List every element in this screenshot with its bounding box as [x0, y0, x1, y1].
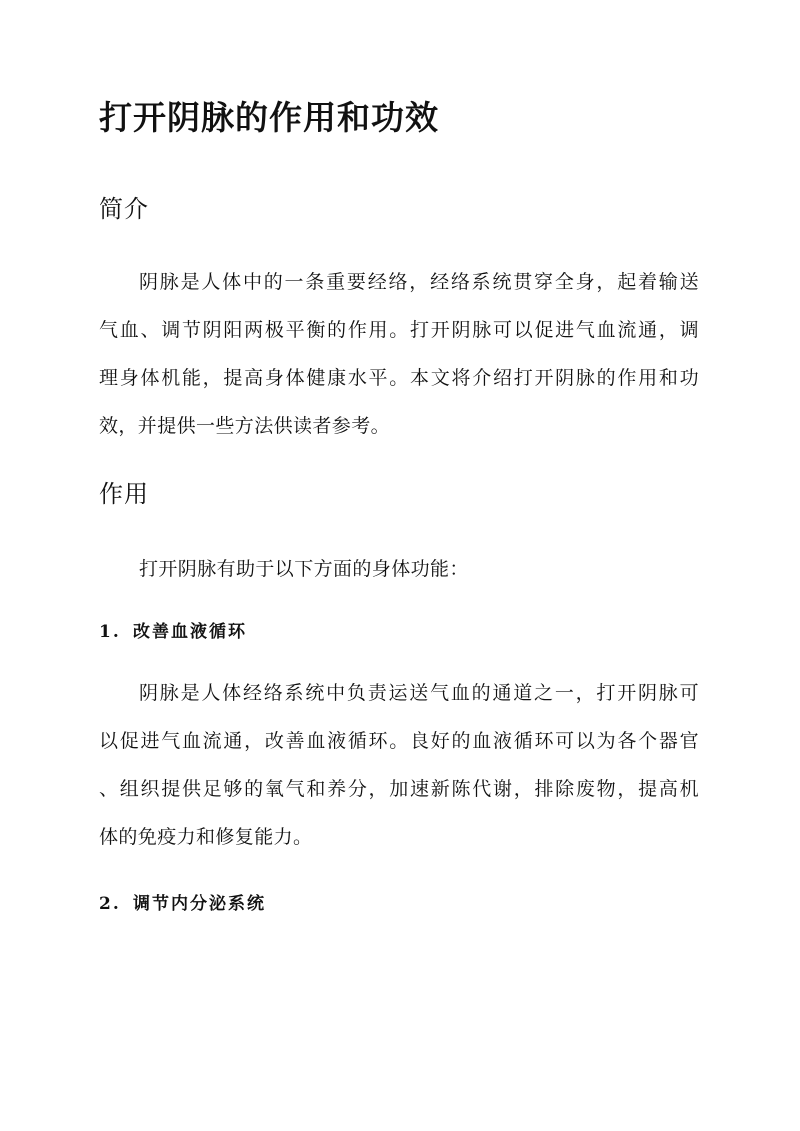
paragraph-line: 阴脉是人体中的一条重要经络，经络系统贯穿全身，起着输送: [139, 271, 699, 293]
effects-lead-paragraph: [99, 553, 699, 601]
paragraph-line: 、组织提供足够的氧气和养分，加速新陈代谢，排除废物，提高机: [99, 778, 699, 800]
paragraph-line: 打开阴脉有助于以下方面的身体功能：: [139, 558, 469, 580]
intro-paragraph: [99, 266, 699, 458]
subheading-item-1: [99, 619, 247, 645]
item-title: 改善血液循环: [133, 622, 247, 642]
subheading-item-2: [99, 891, 266, 917]
item-number: 1.: [99, 622, 121, 642]
paragraph-line: 体的免疫力和修复能力。: [99, 826, 313, 848]
paragraph-line: 以促进气血流通，改善血液循环。良好的血液循环可以为各个器官: [99, 730, 699, 752]
item-number: 2.: [99, 894, 121, 914]
paragraph-line: 效，并提供一些方法供读者参考。: [99, 415, 391, 437]
section-heading-intro: 简介: [99, 195, 149, 223]
paragraph-line: 气血、调节阴阳两极平衡的作用。打开阴脉可以促进气血流通，调: [99, 319, 699, 341]
section-heading-effects: 作用: [99, 480, 149, 508]
item-1-paragraph: [99, 677, 699, 869]
paragraph-line: 阴脉是人体经络系统中负责运送气血的通道之一，打开阴脉可: [139, 682, 699, 704]
document-title: 打开阴脉的作用和功效: [99, 98, 439, 137]
paragraph-line: 理身体机能，提高身体健康水平。本文将介绍打开阴脉的作用和功: [99, 367, 699, 389]
item-title: 调节内分泌系统: [133, 894, 266, 914]
